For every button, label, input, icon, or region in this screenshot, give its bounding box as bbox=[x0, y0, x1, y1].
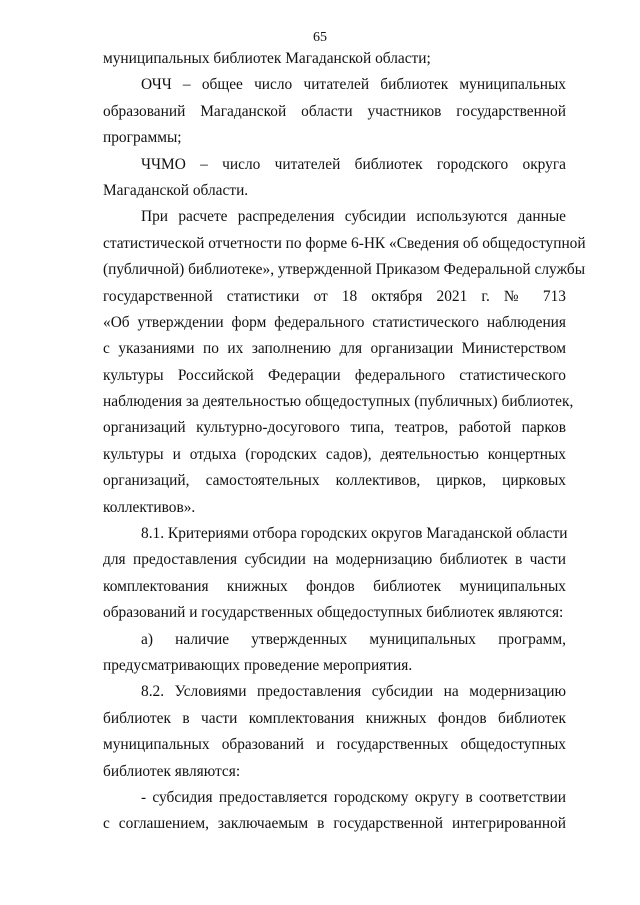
paragraph-statistics bbox=[103, 204, 586, 521]
paragraph-8-1-a bbox=[103, 627, 566, 680]
text-line: 8.1. Критериями отбора городских округов Магаданской области bbox=[141, 525, 568, 543]
text-line: для предоставления субсидии на модернизацию библиотек в части bbox=[103, 551, 566, 569]
text-line: а) наличие утвержденных муниципальных программ, bbox=[141, 630, 566, 648]
text-line: муниципальных образований и государственных общедоступных bbox=[103, 736, 566, 754]
text-line: образований и государственных общедоступных библиотек являются: bbox=[103, 604, 564, 622]
text-line: с указаниями по их заполнению для организации Министерством bbox=[103, 340, 566, 358]
page-number: 65 bbox=[313, 30, 327, 45]
text-line: (публичной) библиотеке», утвержденной Приказом Федеральной службы bbox=[103, 261, 586, 279]
text-line: организаций, самостоятельных коллективов, цирков, цирковых bbox=[103, 472, 566, 490]
text-line: ОЧЧ – общее число читателей библиотек муниципальных bbox=[141, 76, 566, 94]
text-line: государственной статистики от 18 октября 2021 г. № 713 bbox=[103, 287, 566, 305]
text-line: с соглашением, заключаемым в государственной интегрированной bbox=[103, 815, 566, 833]
text-line: - субсидия предоставляется городскому округу в соответствии bbox=[141, 788, 566, 806]
text-line: 8.2. Условиями предоставления субсидии на модернизацию bbox=[141, 683, 566, 701]
text-line: предусматривающих проведение мероприятия. bbox=[103, 656, 413, 674]
text-line: организаций культурно-досугового типа, театров, работой парков bbox=[103, 419, 566, 437]
text-line: образований Магаданской области участников государственной bbox=[103, 102, 566, 120]
text-line: коллективов». bbox=[103, 498, 196, 516]
text-line: библиотек в части комплектования книжных фондов библиотек bbox=[103, 709, 566, 727]
text-line: культуры Российской Федерации федерального статистического bbox=[103, 366, 566, 384]
text-line: программы; bbox=[103, 129, 182, 147]
text-line: «Об утверждении форм федерального статистического наблюдения bbox=[103, 313, 566, 331]
text-line: библиотек являются: bbox=[103, 762, 241, 780]
paragraph-chchmo bbox=[103, 152, 566, 205]
paragraph-condition bbox=[103, 785, 566, 838]
text-line: При расчете распределения субсидии используются данные bbox=[141, 208, 566, 226]
text-line: статистической отчетности по форме 6-НК «Сведения об общедоступной bbox=[103, 234, 586, 252]
text-line: комплектования книжных фондов библиотек муниципальных bbox=[103, 577, 566, 595]
text-line: культуры и отдыха (городских садов), деятельностью концертных bbox=[103, 445, 566, 463]
text-line: муниципальных библиотек Магаданской области; bbox=[103, 50, 431, 67]
text-line: ЧЧМО – число читателей библиотек городского округа bbox=[141, 155, 566, 173]
paragraph-ochch bbox=[103, 72, 566, 151]
paragraph-8-1 bbox=[103, 521, 566, 627]
paragraph-8-2 bbox=[103, 679, 566, 785]
text-line: Магаданской области. bbox=[103, 181, 249, 199]
document-body bbox=[103, 46, 586, 838]
text-line: наблюдения за деятельностью общедоступных (публичных) библиотек, bbox=[103, 393, 574, 411]
